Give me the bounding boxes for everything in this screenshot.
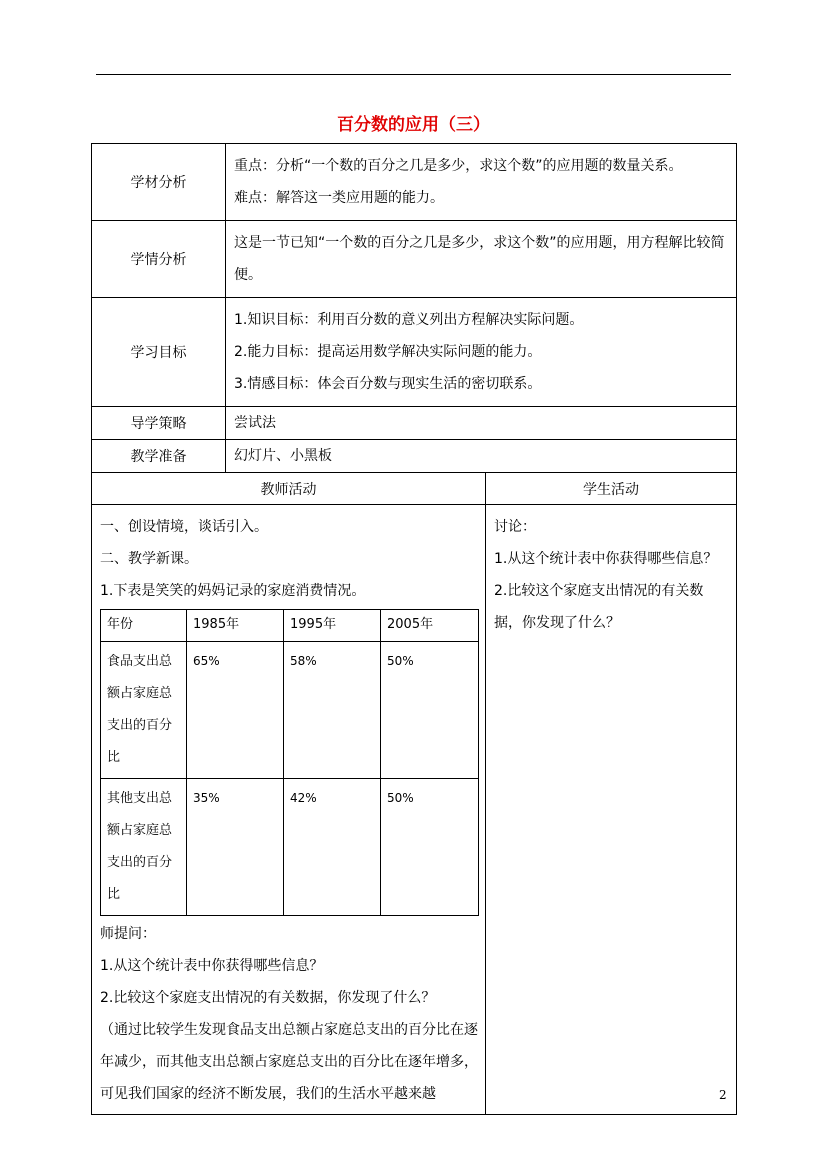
text-line: 1.下表是笑笑的妈妈记录的家庭消费情况。 [100, 583, 366, 599]
text-line: 这是一节已知“一个数的百分之几是多少，求这个数”的应用题，用方程解比较简便。 [234, 235, 725, 283]
text-line: 1.从这个统计表中你获得哪些信息？ [494, 551, 718, 567]
text-line: 尝试法 [234, 415, 276, 431]
text-line: 师提问： [100, 926, 156, 942]
lesson-table [91, 143, 737, 1115]
row-label-preparation: 教学准备 [92, 440, 226, 473]
text-line: 讨论： [494, 519, 536, 535]
table-cell: 42% [284, 779, 381, 916]
text-line: 重点：分析“一个数的百分之几是多少，求这个数”的应用题的数量关系。 [234, 158, 683, 174]
table-row [101, 642, 479, 779]
table-cell: 58% [284, 642, 381, 779]
table-row [101, 779, 479, 916]
row-label-material: 学材分析 [92, 144, 226, 221]
row-label-situation: 学情分析 [92, 221, 226, 298]
table-cell: 65% [187, 642, 284, 779]
text-line: 2.比较这个家庭支出情况的有关数据，你发现了什么？ [494, 583, 704, 631]
table-cell: 50% [381, 779, 479, 916]
text-line: 幻灯片、小黑板 [234, 448, 332, 464]
table-header-cell: 1995年 [284, 610, 381, 642]
text-line: 一、创设情境，谈话引入。 [100, 519, 268, 535]
expense-table [100, 609, 479, 916]
table-cell: 50% [381, 642, 479, 779]
header-rule [96, 74, 731, 75]
teacher-activity-header: 教师活动 [92, 473, 486, 505]
table-header-cell: 1985年 [187, 610, 284, 642]
text-line: 1.知识目标：利用百分数的意义列出方程解决实际问题。 [234, 312, 584, 328]
text-line: （通过比较学生发现食品支出总额占家庭总支出的百分比在逐年减少，而其他支出总额占家庭总支出的百分比在逐年增多，可见我们国家的经济不断发展，我们的生活水平越来越 [100, 1022, 478, 1102]
row-content-preparation [226, 440, 737, 473]
text-line: 1.从这个统计表中你获得哪些信息？ [100, 958, 324, 974]
text-line: 2.比较这个家庭支出情况的有关数据，你发现了什么？ [100, 990, 436, 1006]
row-label-goals: 学习目标 [92, 298, 226, 407]
text-line: 2.能力目标：提高运用数学解决实际问题的能力。 [234, 344, 542, 360]
table-header-cell: 2005年 [381, 610, 479, 642]
page-title: 百分数的应用（三） [337, 115, 490, 135]
row-content-situation [226, 221, 737, 298]
teacher-activity-cell [92, 505, 486, 1115]
row-label-strategy: 导学策略 [92, 407, 226, 440]
student-activity-header: 学生活动 [486, 473, 737, 505]
row-label: 食品支出总额占家庭总支出的百分比 [101, 642, 187, 779]
student-activity-cell [486, 505, 737, 1115]
page-number: 2 [719, 1088, 727, 1102]
row-content-strategy [226, 407, 737, 440]
row-content-material [226, 144, 737, 221]
row-label: 其他支出总额占家庭总支出的百分比 [101, 779, 187, 916]
row-content-goals [226, 298, 737, 407]
text-line: 3.情感目标：体会百分数与现实生活的密切联系。 [234, 376, 542, 392]
table-cell: 35% [187, 779, 284, 916]
table-header-cell: 年份 [101, 610, 187, 642]
text-line: 难点：解答这一类应用题的能力。 [234, 190, 444, 206]
text-line: 二、教学新课。 [100, 551, 198, 567]
